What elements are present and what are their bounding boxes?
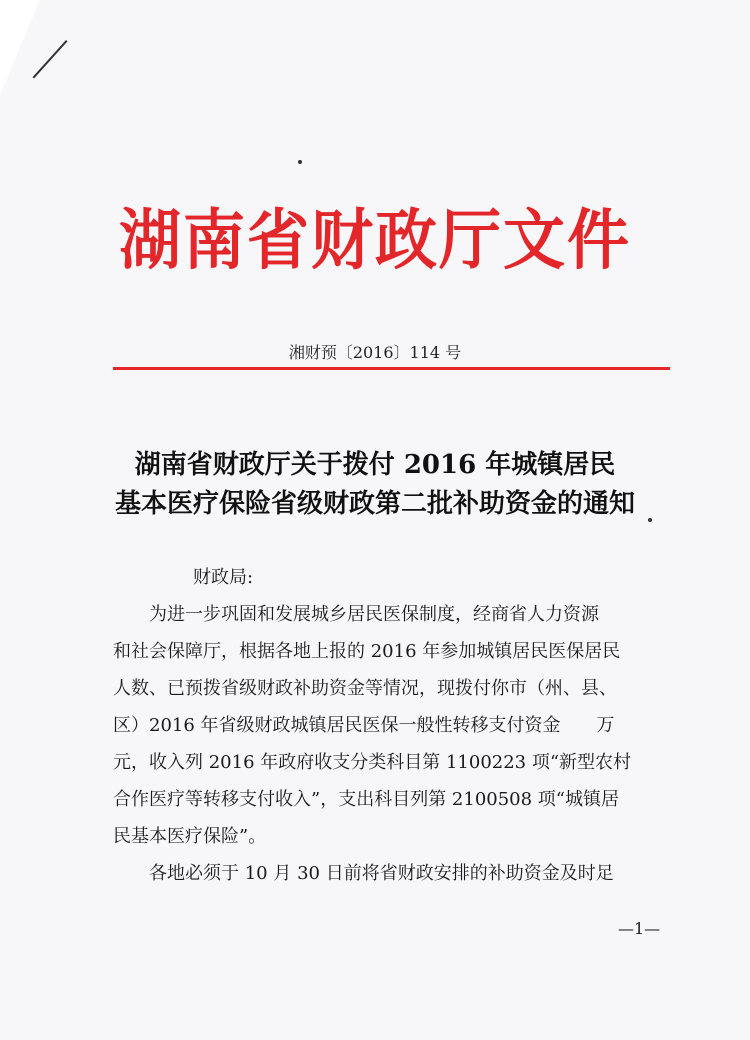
notice-title-line-2: 基本医疗保险省级财政第二批补助资金的通知 [114,489,635,519]
body-paragraph-line: 人数、已预拨省级财政补助资金等情况，现拨付你市（州、县、 [113,678,617,699]
body-paragraph-line: 元，收入列 2016 年政府收支分类科目第 1100223 项“新型农村 [113,752,632,773]
page-number: —1— [618,919,661,938]
scan-speck [298,160,302,164]
document-header-title: 湖南省财政厅文件 [118,201,631,279]
red-divider-line [113,367,670,370]
notice-title-line-1: 湖南省财政厅关于拨付 2016 年城镇居民 [134,450,616,480]
body-paragraph-line: 各地必须于 10 月 30 日前将省财政安排的补助资金及时足 [149,863,614,884]
addressee: 财政局: [193,567,254,588]
page-corner-fold [0,0,40,95]
body-paragraph-line: 合作医疗等转移支付收入”，支出科目列第 2100508 项“城镇居 [113,789,620,810]
body-paragraph-line: 区）2016 年省级财政城镇居民医保一般性转移支付资金 万 [113,715,615,736]
document-number: 湘财预〔2016〕114 号 [288,343,462,362]
body-paragraph-line: 和社会保障厅，根据各地上报的 2016 年参加城镇居民医保居民 [113,641,621,662]
body-paragraph-line: 民基本医疗保险”。 [113,826,267,847]
body-paragraph-line: 为进一步巩固和发展城乡居民医保制度，经商省人力资源 [149,604,599,625]
